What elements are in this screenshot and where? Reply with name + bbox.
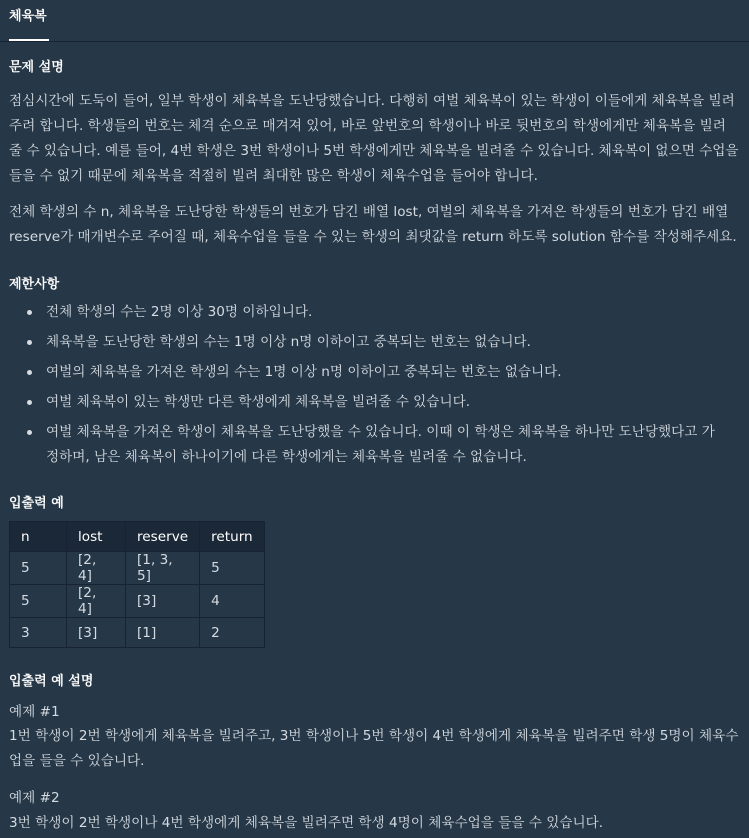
table-cell: [3]: [67, 618, 126, 648]
table-cell: [1, 3, 5]: [126, 552, 200, 585]
table-header-row: [10, 522, 265, 552]
constraint-item: 여벌 체육복을 가져온 학생이 체육복을 도난당했을 수 있습니다. 이때 이 학생은 체육복을 하나만 도난당했다고 가정하며, 남은 체육복이 하나이기에 다른 학생에게는 체육복을 빌려줄 수 없습니다.: [9, 420, 739, 470]
table-cell: 2: [200, 618, 265, 648]
table-cell: 5: [200, 552, 265, 585]
column-header-n: n: [10, 522, 67, 552]
example-2-title: 예제 #2: [9, 790, 60, 806]
description-paragraph-1: 점심시간에 도둑이 들어, 일부 학생이 체육복을 도난당했습니다. 다행히 여벌 체육복이 있는 학생이 이들에게 체육복을 빌려주려 합니다. 학생들의 번호는 체격 순으로 매겨져 있어, 바로 앞번호의 학생이나 바로 뒷번호의 학생에게만 체육복을 빌려줄 수 있습니다. 예를 들어, 4번 학생은 3번 학생이나 5번 학생에게만 체육복을 빌려줄 수 있습니다. 체육복이 없으면 수업을 들을 수 없기 때문에 체육복을 적절히 빌려 최대한 많은 학생이 체육수업을 들어야 합니다.: [9, 93, 739, 184]
tab-bar: [0, 0, 749, 42]
constraints-list: [9, 300, 739, 470]
description-heading: 문제 설명: [9, 60, 64, 75]
examples-table: [9, 521, 265, 648]
table-cell: 5: [10, 552, 67, 585]
tab-problem[interactable]: 체육복: [9, 0, 49, 41]
column-header-return: return: [200, 522, 265, 552]
constraints-heading: 제한사항: [9, 277, 60, 292]
constraint-item: 전체 학생의 수는 2명 이상 30명 이하입니다.: [9, 300, 739, 325]
constraint-item: 체육복을 도난당한 학생의 수는 1명 이상 n명 이하이고 중복되는 번호는 없습니다.: [9, 330, 739, 355]
table-cell: 4: [200, 585, 265, 618]
table-row: [10, 552, 265, 585]
table-cell: [1]: [126, 618, 200, 648]
explanation-heading: 입출력 예 설명: [9, 674, 94, 689]
description-paragraph-2: 전체 학생의 수 n, 체육복을 도난당한 학생들의 번호가 담긴 배열 lost, 여벌의 체육복을 가져온 학생들의 번호가 담긴 배열 reserve가 매개변수로 주어질 때, 체육수업을 들을 수 있는 학생의 최댓값을 return 하도록 solution 함수를 작성해주세요.: [9, 204, 737, 245]
table-row: [10, 618, 265, 648]
table-cell: [2, 4]: [67, 585, 126, 618]
example-2-text: 3번 학생이 2번 학생이나 4번 학생에게 체육복을 빌려주면 학생 4명이 체육수업을 들을 수 있습니다.: [9, 815, 604, 831]
table-cell: [2, 4]: [67, 552, 126, 585]
table-cell: 5: [10, 585, 67, 618]
example-1-text: 1번 학생이 2번 학생에게 체육복을 빌려주고, 3번 학생이나 5번 학생이 4번 학생에게 체육복을 빌려주면 학생 5명이 체육수업을 들을 수 있습니다.: [9, 728, 739, 769]
column-header-reserve: reserve: [126, 522, 200, 552]
constraint-item: 여벌의 체육복을 가져온 학생의 수는 1명 이상 n명 이하이고 중복되는 번호는 없습니다.: [9, 360, 739, 385]
examples-heading: 입출력 예: [9, 496, 64, 511]
constraint-item: 여벌 체육복이 있는 학생만 다른 학생에게 체육복을 빌려줄 수 있습니다.: [9, 390, 739, 415]
column-header-lost: lost: [67, 522, 126, 552]
example-1-title: 예제 #1: [9, 704, 60, 720]
table-cell: 3: [10, 618, 67, 648]
table-cell: [3]: [126, 585, 200, 618]
table-row: [10, 585, 265, 618]
